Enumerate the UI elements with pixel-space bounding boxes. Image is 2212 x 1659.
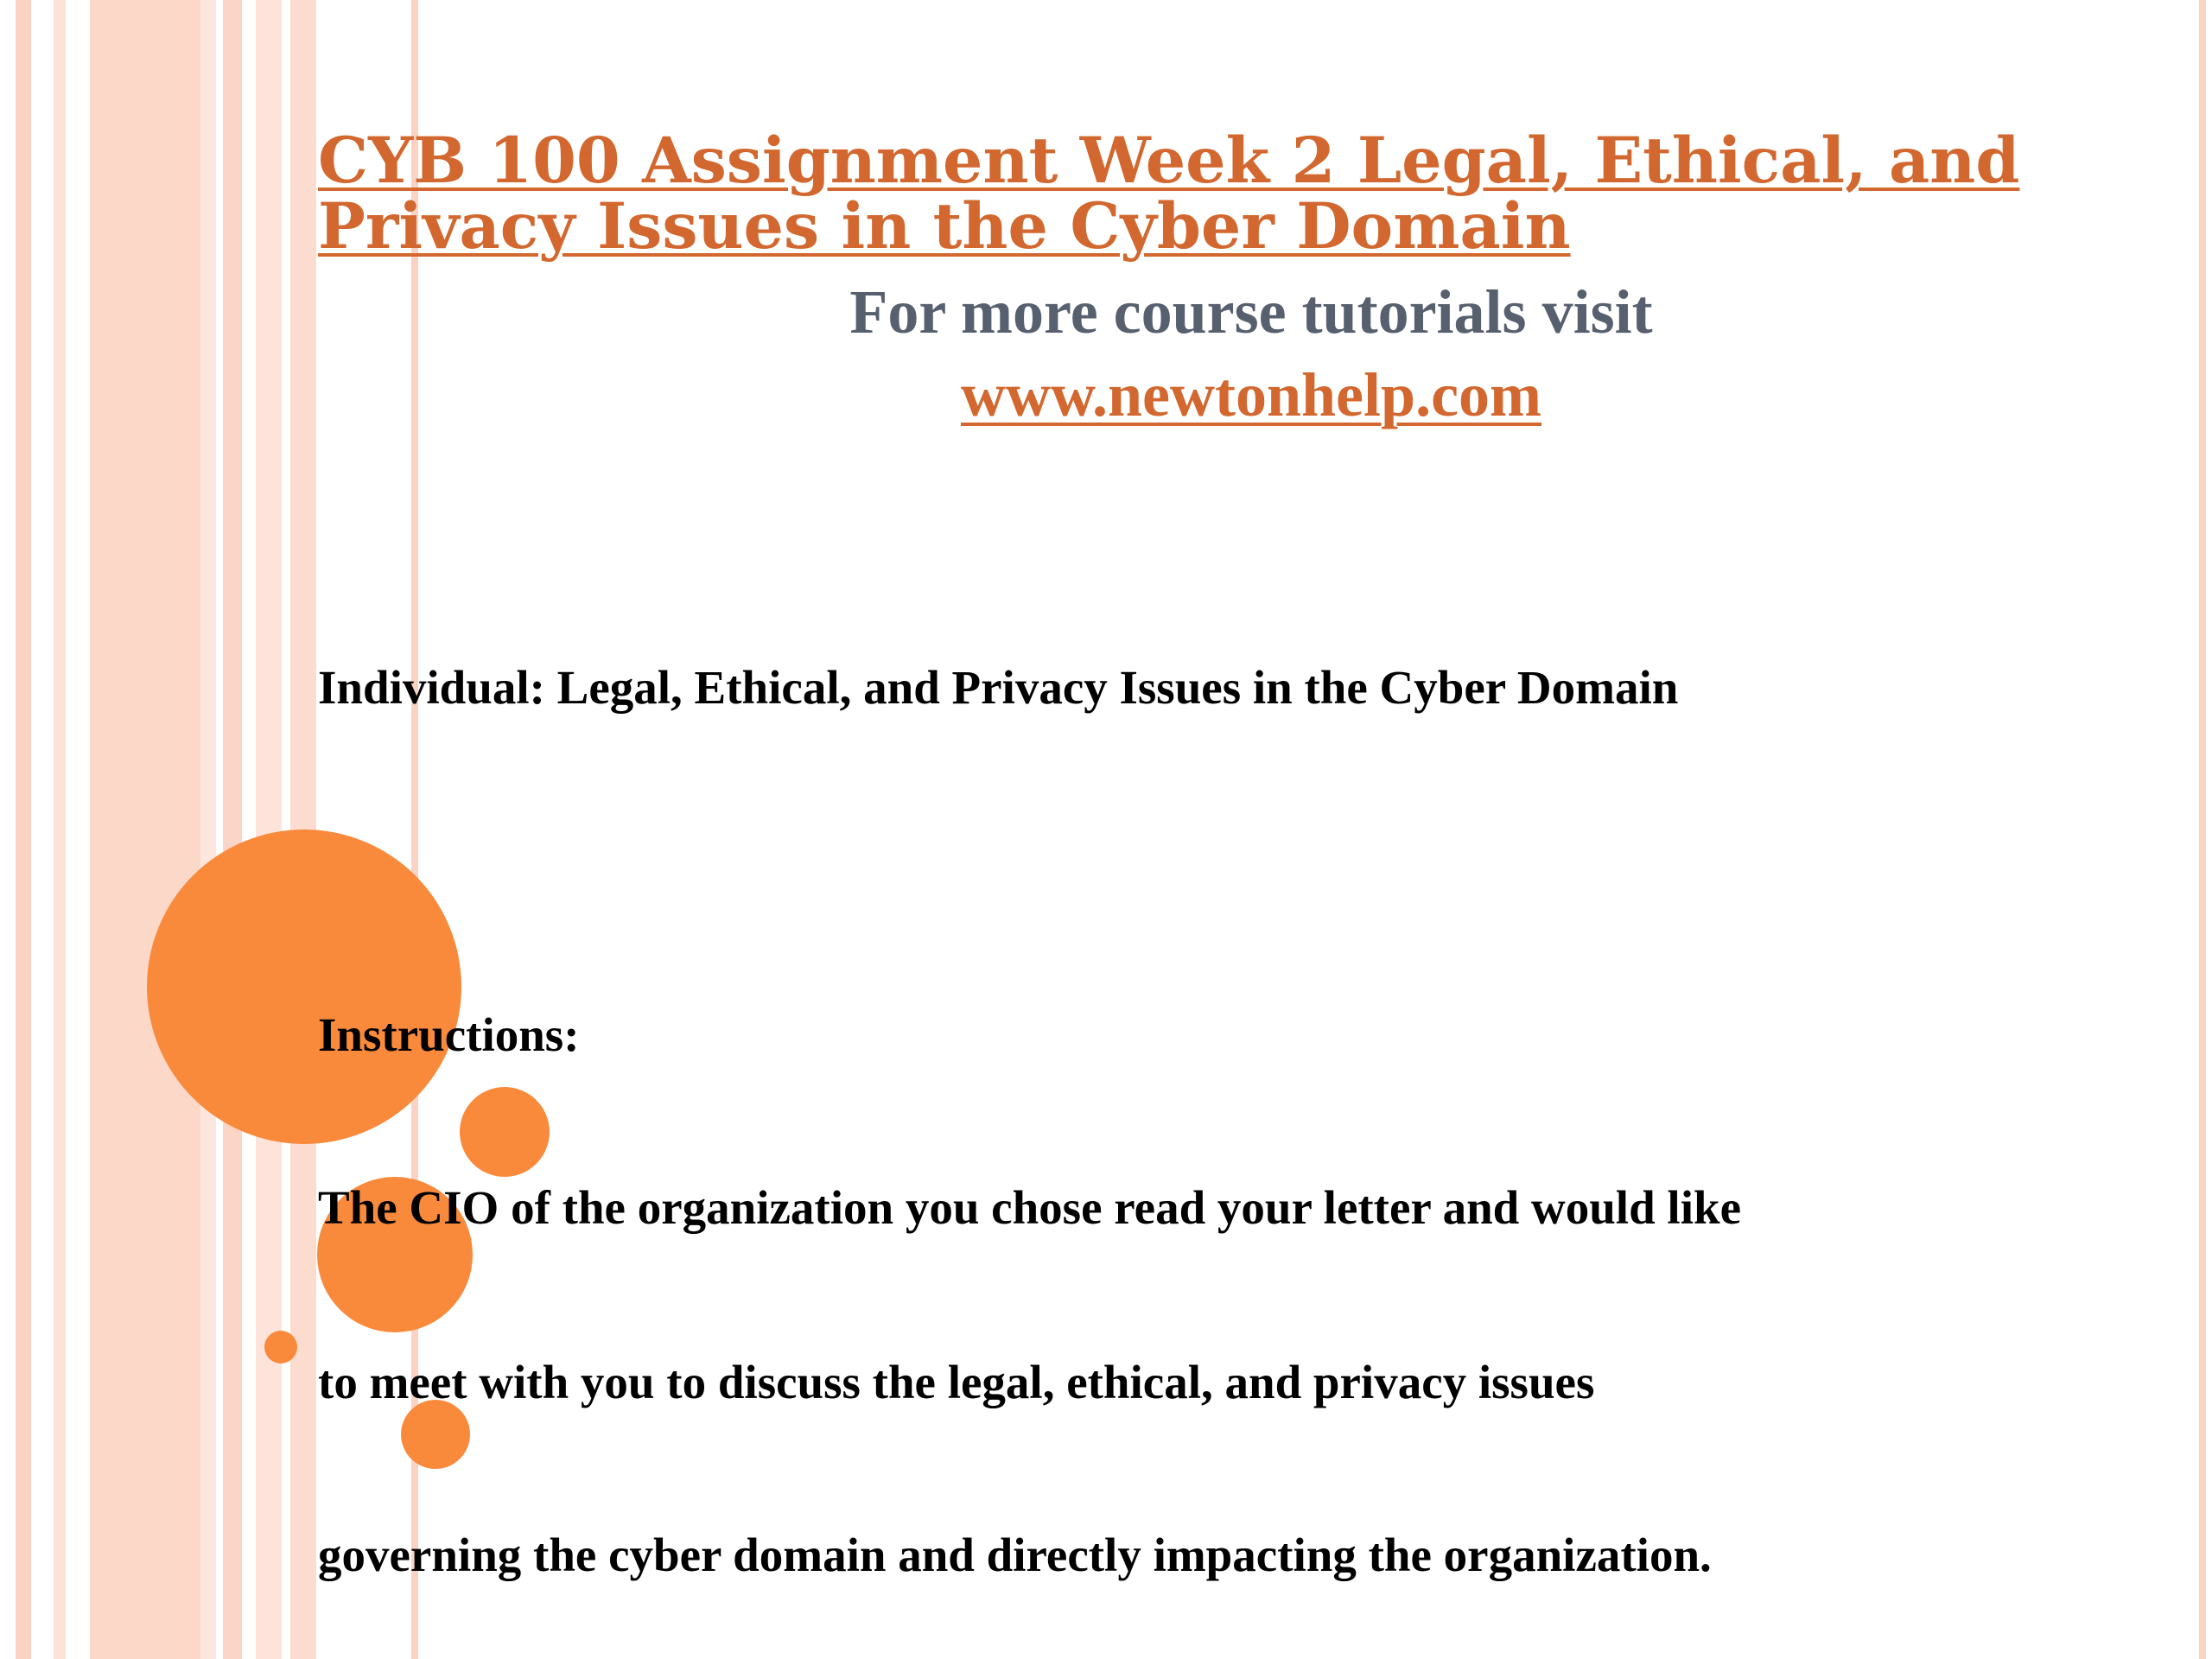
decorative-stripe [90, 0, 200, 1659]
instruction-line: governing the cyber domain and directly impacting the organization. [318, 1529, 1712, 1581]
decorative-stripe [2199, 0, 2206, 1659]
slide-title-line-1[interactable]: CYB 100 Assignment Week 2 Legal, Ethical, and [318, 124, 2020, 198]
website-link-wrapper [318, 358, 2184, 432]
slide-title[interactable] [318, 124, 2133, 264]
assignment-heading: Individual: Legal, Ethical, and Privacy Issues in the Cyber Domain [318, 661, 1679, 714]
website-link[interactable]: www.newtonhelp.com [960, 360, 1541, 429]
decorative-circle [460, 1087, 550, 1177]
instructions-label: Instructions: [318, 1008, 580, 1061]
decorative-stripe [256, 0, 282, 1659]
decorative-circle-small [264, 1331, 297, 1363]
subtitle: For more course tutorials visit [849, 277, 1653, 346]
decorative-stripe [54, 0, 66, 1659]
decorative-stripe [223, 0, 242, 1659]
instruction-line: to meet with you to discuss the legal, ethical, and privacy issues [318, 1356, 1595, 1408]
slide-title-line-2[interactable]: Privacy Issues in the Cyber Domain [318, 189, 1571, 264]
decorative-stripe [200, 0, 216, 1659]
decorative-stripe [16, 0, 31, 1659]
decorative-circle [401, 1400, 470, 1469]
decorative-circle-large [147, 830, 461, 1144]
instruction-line: The CIO of the organization you chose read your letter and would like [318, 1181, 1741, 1234]
